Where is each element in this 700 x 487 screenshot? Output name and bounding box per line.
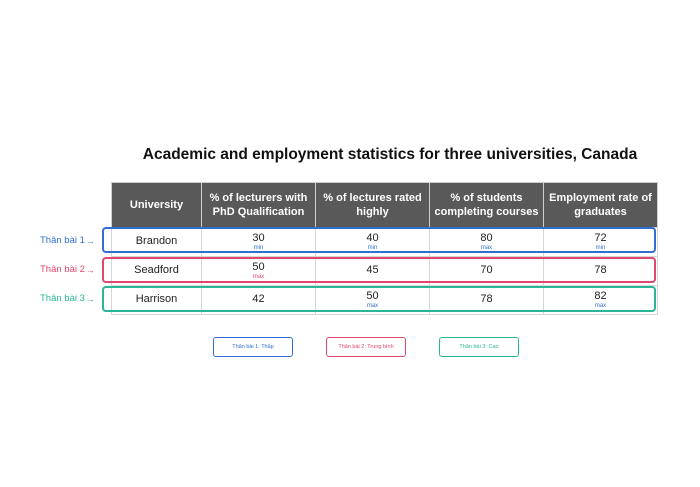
side-label-3: Thân bài 3 → [40, 293, 95, 304]
max-tag: max [594, 303, 607, 310]
min-tag: min [595, 245, 606, 252]
legend-item-2: Thân bài 2: Trung bình [326, 337, 406, 357]
table-cell: 50 max [316, 286, 430, 315]
header-employment: Employment rate of graduates [544, 183, 658, 228]
legend-item-3: Thân bài 3: Cao [439, 337, 519, 357]
table-cell: 30 min [202, 228, 316, 257]
table-cell: 80 max [430, 228, 544, 257]
table-header-row [112, 183, 658, 228]
university-name: Seadford [112, 257, 202, 286]
min-tag: min [253, 245, 264, 252]
min-tag: min [367, 245, 378, 252]
header-phd: % of lecturers with PhD Qualification [202, 183, 316, 228]
arrow-right-icon: → [85, 293, 95, 304]
side-label-2: Thân bài 2 → [40, 264, 95, 275]
max-tag: max [480, 245, 493, 252]
row-highlight-2 [102, 257, 656, 283]
legend-item-1: Thân bài 1: Thấp [213, 337, 293, 357]
row-highlight-3 [102, 286, 656, 312]
table-cell: 40 min [316, 228, 430, 257]
max-tag: max [366, 303, 379, 310]
university-name: Brandon [112, 228, 202, 257]
arrow-right-icon: → [85, 235, 95, 246]
table-cell: 82 max [544, 286, 658, 315]
arrow-right-icon: → [85, 264, 95, 275]
header-rated: % of lectures rated highly [316, 183, 430, 228]
table-cell: 45 [316, 257, 430, 286]
table-cell: 50 max [202, 257, 316, 286]
table-cell: 78 [430, 286, 544, 315]
header-completing: % of students completing courses [430, 183, 544, 228]
university-name: Harrison [112, 286, 202, 315]
header-university: University [112, 183, 202, 228]
table-cell: 42 [202, 286, 316, 315]
table-cell: 72 min [544, 228, 658, 257]
table-cell: 78 [544, 257, 658, 286]
max-tag: max [252, 274, 265, 281]
side-label-1: Thân bài 1 → [40, 235, 95, 246]
page-title: Academic and employment statistics for three universities, Canada [142, 146, 638, 163]
table-cell: 70 [430, 257, 544, 286]
row-highlight-1 [102, 227, 656, 253]
